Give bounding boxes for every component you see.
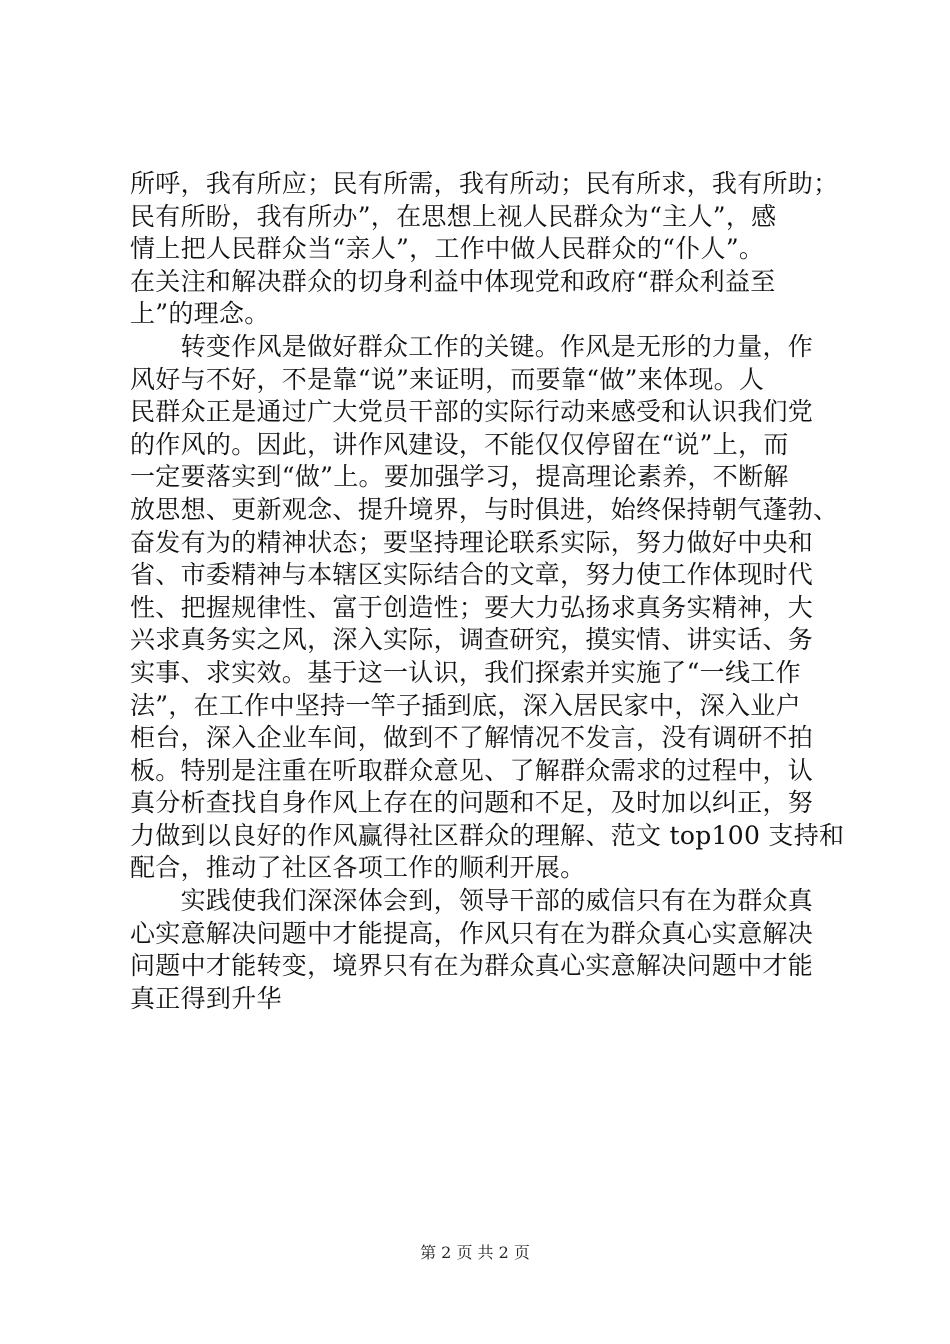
page-number-footer: 第 2 页 共 2 页 [420, 1243, 530, 1262]
text-line: 民有所盼，我有所办”，在思想上视人民群众为“主人”，感 [130, 201, 777, 231]
text-line: 力做到以良好的作风赢得社区群众的理解、范文 top100 支持和 [130, 820, 845, 850]
text-line: 上”的理念。 [130, 299, 270, 329]
text-line: 的作风的。因此，讲作风建设，不能仅仅停留在“说”上，而 [130, 429, 789, 459]
text-line: 省、市委精神与本辖区实际结合的文章，努力使工作体现时代 [130, 560, 814, 590]
text-line: 板。特别是注重在听取群众意见、了解群众需求的过程中，认 [130, 755, 814, 785]
text-line: 柜台，深入企业车间，做到不了解情况不发言，没有调研不拍 [130, 723, 814, 753]
text-line: 实事、求实效。基于这一认识，我们探索并实施了“一线工作 [130, 657, 801, 687]
text-line: 所呼，我有所应；民有所需，我有所动；民有所求，我有所助； [130, 169, 839, 198]
text-line: 真分析查找自身作风上存在的问题和不足，及时加以纠正，努 [130, 788, 814, 818]
text-line: 一定要落实到“做”上。要加强学习，提高理论素养，不断解 [130, 462, 789, 492]
document-body [130, 168, 845, 1015]
text-line: 实践使我们深深体会到，领导干部的威信只有在为群众真 [130, 886, 814, 916]
text-line: 转变作风是做好群众工作的关键。作风是无形的力量，作 [130, 331, 814, 361]
text-line: 放思想、更新观念、提升境界，与时俱进，始终保持朝气蓬勃、 [130, 494, 839, 524]
text-line: 问题中才能转变，境界只有在为群众真心实意解决问题中才能 [130, 951, 814, 981]
text-line: 真正得到升华 [130, 983, 282, 1013]
text-line: 奋发有为的精神状态；要坚持理论联系实际，努力做好中央和 [130, 527, 814, 557]
text-line: 情上把人民群众当“亲人”，工作中做人民群众的“仆人”。 [130, 234, 765, 264]
text-line: 法”，在工作中坚持一竿子插到底，深入居民家中，深入业户 [130, 690, 801, 720]
text-line: 兴求真务实之风，深入实际，调查研究，摸实情、讲实话、务 [130, 625, 814, 655]
text-line: 配合，推动了社区各项工作的顺利开展。 [130, 853, 586, 883]
text-line: 心实意解决问题中才能提高，作风只有在为群众真心实意解决 [130, 918, 814, 948]
text-line: 风好与不好，不是靠“说”来证明，而要靠“做”来体现。人 [130, 364, 765, 394]
text-line: 民群众正是通过广大党员干部的实际行动来感受和认识我们党 [130, 397, 814, 427]
text-line: 性、把握规律性、富于创造性；要大力弘扬求真务实精神，大 [130, 592, 814, 622]
text-line: 在关注和解决群众的切身利益中体现党和政府“群众利益至 [130, 266, 776, 296]
